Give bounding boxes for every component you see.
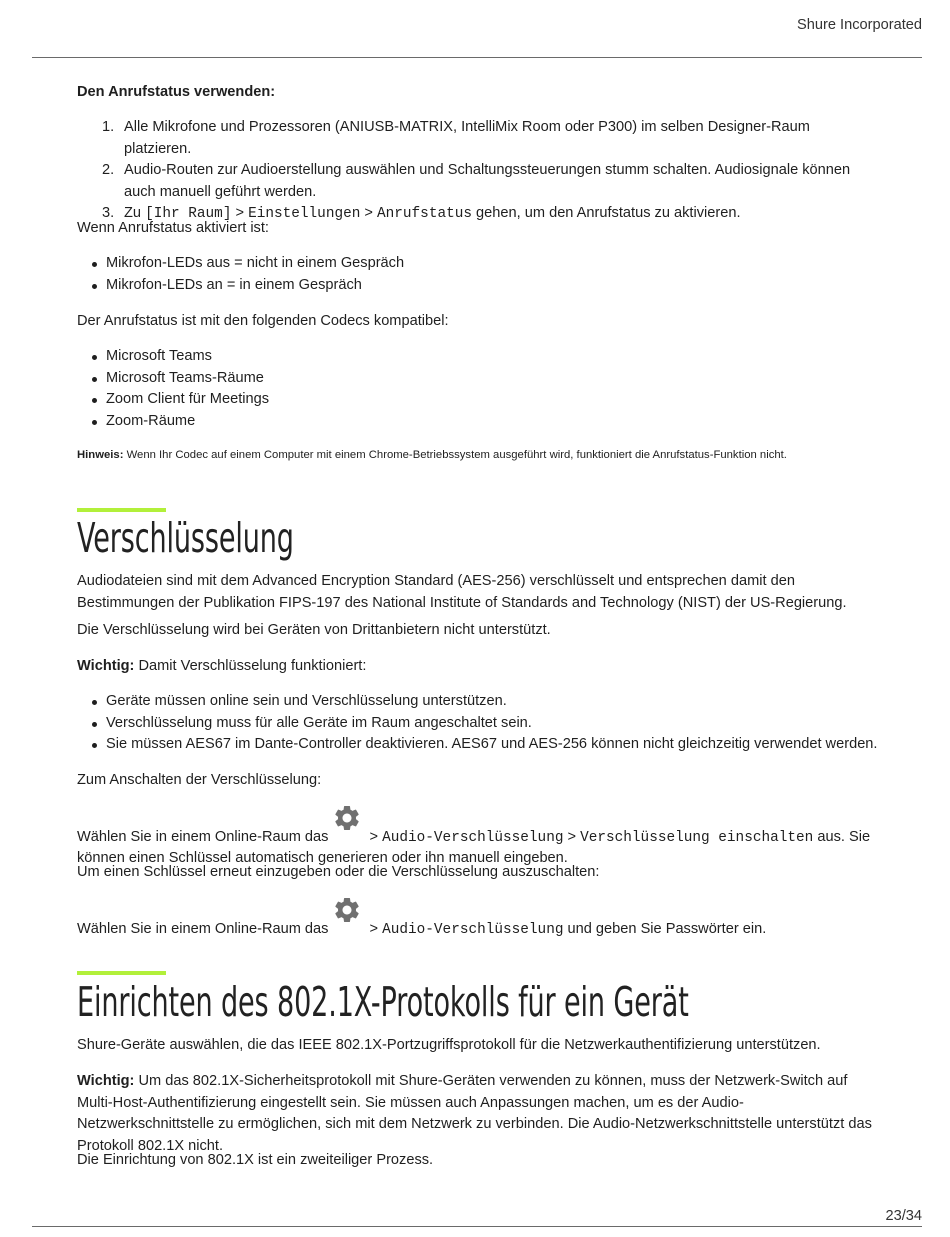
menu-path-room: [Ihr Raum]: [145, 206, 232, 222]
important-label: Wichtig:: [77, 658, 135, 674]
encryption-para-1: Audiodateien sind mit dem Advanced Encryption Standard (AES-256) verschlüsselt und entsprechen damit den Bestimmungen der Publikation FIPS-197 des National Institute of Standards and Technology (NIST) der US-Regierung.: [77, 573, 847, 611]
page-number: 23/34: [885, 1208, 922, 1224]
path-separator: >: [365, 921, 383, 937]
menu-path-enable-encryption: Verschlüsselung einschalten: [580, 830, 814, 846]
when-active-intro: Wenn Anrufstatus aktiviert ist:: [77, 220, 269, 236]
path-separator: >: [360, 205, 377, 221]
encryption-para-2: Die Verschlüsselung wird bei Geräten von Drittanbietern nicht unterstützt.: [77, 622, 551, 638]
step-text: Alle Mikrofone und Prozessoren (ANIUSB-MATRIX, IntelliMix Room oder P300) im selben Designer-Raum platzieren.: [124, 119, 810, 157]
step-number: 2.: [102, 162, 115, 178]
important-text: Damit Verschlüsselung funktioniert:: [134, 658, 367, 674]
list-item: Mikrofon-LEDs aus = nicht in einem Gespräch: [77, 253, 880, 275]
list-item: Mikrofon-LEDs an = in einem Gespräch: [77, 275, 880, 297]
list-item: Zoom-Räume: [77, 411, 880, 433]
reenter-intro: Um einen Schlüssel erneut einzugeben oder die Verschlüsselung auszuschalten:: [77, 864, 600, 880]
gear-icon[interactable]: [332, 803, 362, 833]
list-item: Geräte müssen online sein und Verschlüsselung unterstützen.: [77, 691, 880, 713]
section-accent-bar: [77, 508, 166, 512]
step-number: 1.: [102, 119, 115, 135]
enable-instructions: [77, 815, 880, 868]
codecs-intro: Der Anrufstatus ist mit den folgenden Codecs kompatibel:: [77, 313, 449, 329]
reenter-suffix: und geben Sie Passwörter ein.: [563, 921, 767, 937]
enable-suffix: aus. Sie können einen Schlüssel automatisch generieren oder ihn manuell eingeben.: [77, 829, 871, 866]
step-number: 3.: [102, 205, 115, 221]
step-item: [77, 117, 880, 160]
step-suffix: gehen, um den Anrufstatus zu aktivieren.: [472, 205, 741, 221]
reenter-instructions: [77, 907, 880, 940]
list-item: Microsoft Teams: [77, 346, 880, 368]
step-item: [77, 160, 880, 203]
header-divider: [32, 57, 922, 58]
note-text: Wenn Ihr Codec auf einem Computer mit einem Chrome-Betriebssystem ausgeführt wird, funktioniert die Anrufstatus-Funktion nicht.: [123, 449, 787, 461]
path-separator: >: [365, 829, 383, 845]
important-text: Um das 802.1X-Sicherheitsprotokoll mit Shure-Geräten verwenden zu können, muss der Netzwerk-Switch auf Multi-Host-Authentifizierung eingestellt sein. Sie müssen auch Anpassungen machen, um es der Audio-Netzwerkschnittstelle zu ermöglichen, sich mit dem Netzwerk zu verbinden. Die Audio-Netzwerkschnittstelle unterstützt das Protokoll 802.1X nicht.: [77, 1073, 872, 1154]
codec-list: [77, 346, 880, 432]
dot1x-para-2: Die Einrichtung von 802.1X ist ein zweiteiliger Prozess.: [77, 1152, 434, 1168]
call-status-steps: [77, 117, 880, 226]
call-status-heading: Den Anrufstatus verwenden:: [77, 84, 276, 100]
list-item: Verschlüsselung muss für alle Geräte im Raum angeschaltet sein.: [77, 713, 880, 735]
note-label: Hinweis:: [77, 449, 124, 461]
path-separator: >: [563, 829, 581, 845]
encryption-requirements: [77, 691, 880, 756]
menu-path-call-status: Anrufstatus: [377, 206, 472, 222]
footer-divider: [32, 1226, 922, 1227]
menu-path-audio-encryption: Audio-Verschlüsselung: [382, 922, 564, 938]
list-item: Microsoft Teams-Räume: [77, 368, 880, 390]
encryption-title: Verschlüsselung: [77, 514, 294, 562]
path-separator: >: [231, 205, 249, 221]
section-accent-bar: [77, 971, 166, 975]
reenter-prefix: Wählen Sie in einem Online-Raum das: [77, 921, 329, 937]
step-text: Audio-Routen zur Audioerstellung auswählen und Schaltungssteuerungen stumm schalten. Audiosignale können auch manuell geführt werden.: [124, 162, 851, 200]
note: [77, 447, 880, 463]
enable-prefix: Wählen Sie in einem Online-Raum das: [77, 829, 329, 845]
step-prefix: Zu: [124, 205, 146, 221]
enable-intro: Zum Anschalten der Verschlüsselung:: [77, 772, 322, 788]
encryption-important: [77, 656, 880, 678]
led-state-list: [77, 253, 880, 296]
dot1x-title: Einrichten des 802.1X-Protokolls für ein Gerät: [77, 978, 689, 1026]
important-label: Wichtig:: [77, 1073, 135, 1089]
dot1x-para-1: Shure-Geräte auswählen, die das IEEE 802.1X-Portzugriffsprotokoll für die Netzwerkauthentifizierung unterstützen.: [77, 1037, 821, 1053]
company-name: Shure Incorporated: [797, 17, 922, 33]
list-item: Sie müssen AES67 im Dante-Controller deaktivieren. AES67 und AES-256 können nicht gleichzeitig verwendet werden.: [77, 734, 880, 756]
list-item: Zoom Client für Meetings: [77, 389, 880, 411]
menu-path-audio-encryption: Audio-Verschlüsselung: [382, 830, 564, 846]
dot1x-important: [77, 1071, 880, 1157]
gear-icon[interactable]: [332, 895, 362, 925]
menu-path-settings: Einstellungen: [248, 206, 361, 222]
